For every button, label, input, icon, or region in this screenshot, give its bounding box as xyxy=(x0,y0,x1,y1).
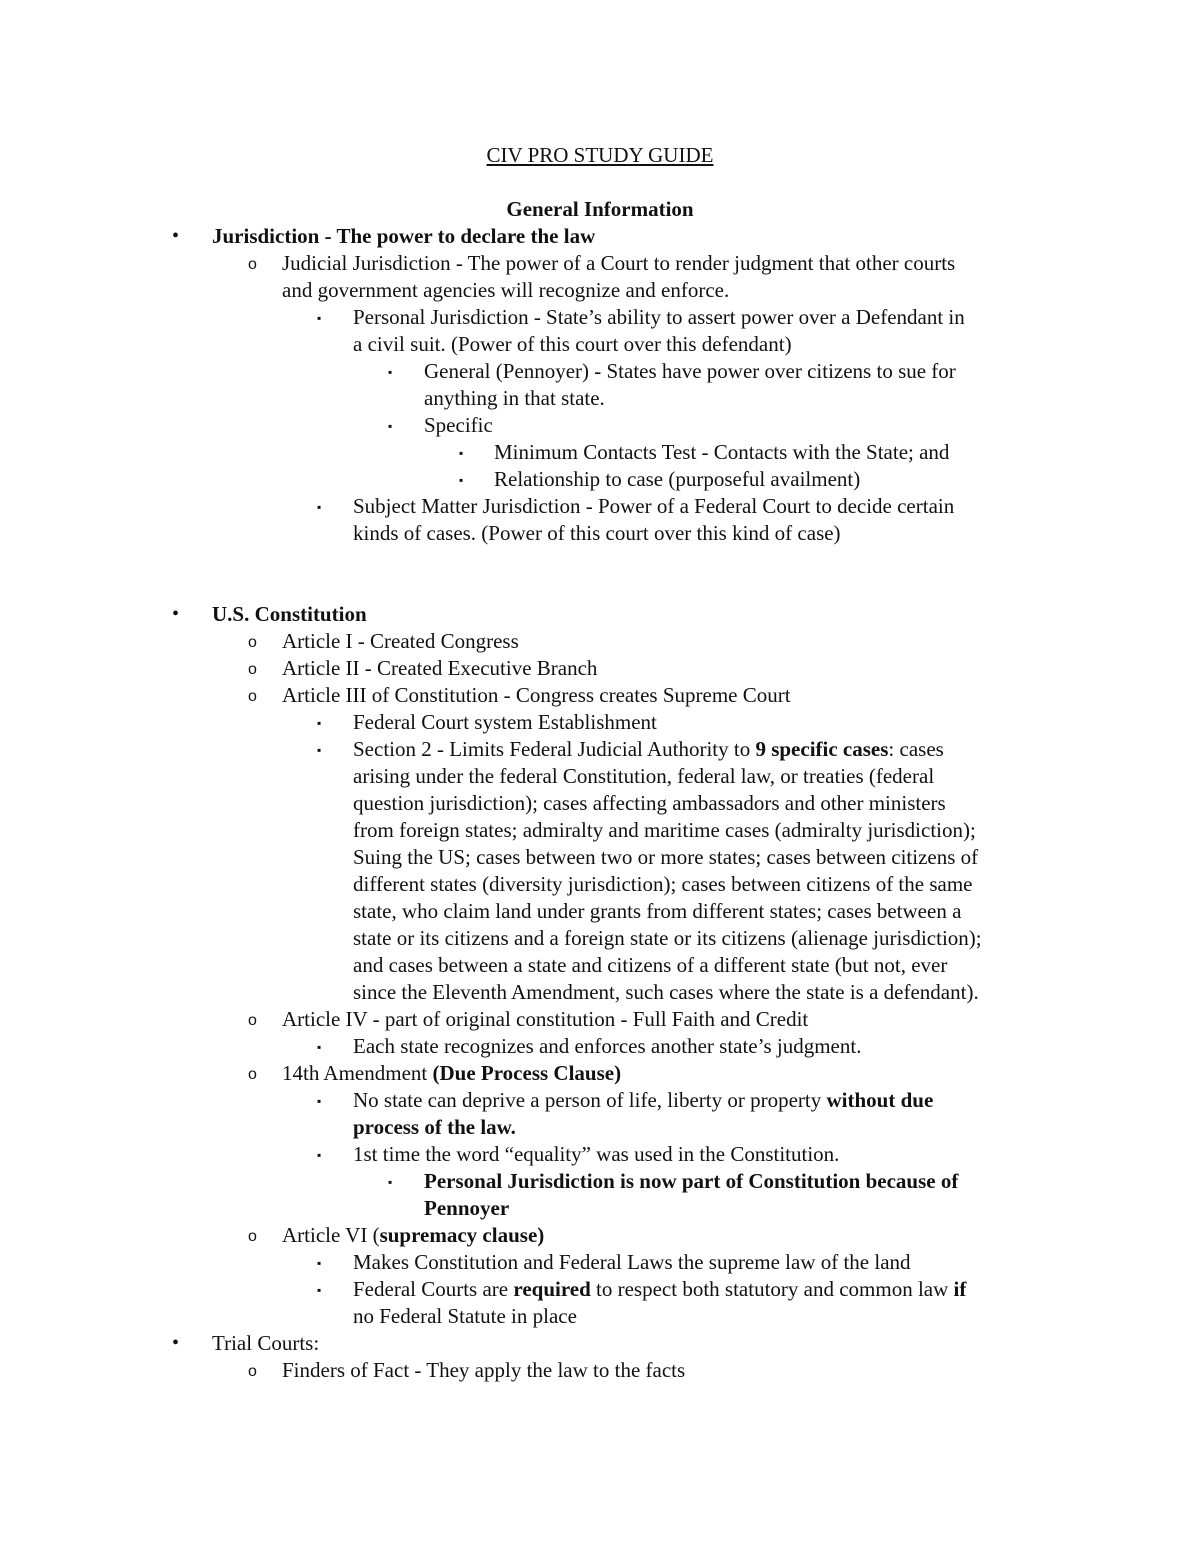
line-text: Federal Court system Establishment xyxy=(353,710,657,734)
bullet-marker: o xyxy=(248,688,257,705)
line-text: Article IV - part of original constitution - Full Faith and Credit xyxy=(282,1007,809,1031)
line-text: : cases xyxy=(888,737,944,761)
line-text: Personal Jurisdiction - State’s ability to assert power over a Defendant in xyxy=(353,305,965,329)
outline-line xyxy=(0,466,1200,493)
line-text: to respect both statutory and common law xyxy=(590,1277,954,1301)
bullet-marker: o xyxy=(248,634,257,651)
line-text: from foreign states; admiralty and maritime cases (admiralty jurisdiction); xyxy=(353,818,976,842)
outline-line xyxy=(0,844,1200,871)
bullet-marker: o xyxy=(248,1066,257,1083)
line-text: arising under the federal Constitution, federal law, or treaties (federal xyxy=(353,764,935,788)
outline-line xyxy=(0,925,1200,952)
line-text: if xyxy=(953,1277,967,1301)
bullet-marker: • xyxy=(172,225,180,247)
outline-line xyxy=(0,952,1200,979)
bullet-marker: o xyxy=(248,256,257,273)
line-text: Personal Jurisdiction is now part of Constitution because of xyxy=(424,1169,959,1193)
outline-line xyxy=(0,250,1200,277)
bullet-marker: ▪ xyxy=(317,311,322,325)
outline-line xyxy=(0,682,1200,709)
line-text: and government agencies will recognize and enforce. xyxy=(282,278,730,302)
bullet-marker: ▪ xyxy=(459,446,464,460)
line-text: question jurisdiction); cases affecting ambassadors and other ministers xyxy=(353,791,946,815)
outline-line xyxy=(0,520,1200,547)
outline-line xyxy=(0,1249,1200,1276)
outline-line xyxy=(0,655,1200,682)
outline-line xyxy=(0,1006,1200,1033)
outline-line xyxy=(0,412,1200,439)
bullet-marker: ▪ xyxy=(317,1040,322,1054)
line-text: No state can deprive a person of life, liberty or property xyxy=(353,1088,827,1112)
outline-line xyxy=(0,898,1200,925)
line-text: state or its citizens and a foreign state or its citizens (alienage jurisdiction); xyxy=(353,926,982,950)
outline-line xyxy=(0,385,1200,412)
outline-line xyxy=(0,1033,1200,1060)
line-text: Makes Constitution and Federal Laws the supreme law of the land xyxy=(353,1250,911,1274)
line-text: Article I - Created Congress xyxy=(282,629,519,653)
line-text: Federal Courts are xyxy=(353,1277,514,1301)
line-text: supremacy clause) xyxy=(379,1223,545,1247)
bullet-marker: ▪ xyxy=(317,716,322,730)
line-text: Subject Matter Jurisdiction - Power of a Federal Court to decide certain xyxy=(353,494,955,518)
line-text: Suing the US; cases between two or more states; cases between citizens of xyxy=(353,845,979,869)
outline-line xyxy=(0,1087,1200,1114)
bullet-marker: o xyxy=(248,1228,257,1245)
bullet-marker: ▪ xyxy=(388,1175,393,1189)
bullet-marker: ▪ xyxy=(388,365,393,379)
outline-line xyxy=(0,628,1200,655)
outline-line xyxy=(0,277,1200,304)
line-text: state, who claim land under grants from different states; cases between a xyxy=(353,899,962,923)
document-title: CIV PRO STUDY GUIDE xyxy=(486,143,714,167)
line-text: since the Eleventh Amendment, such cases where the state is a defendant). xyxy=(353,980,979,1004)
line-text: Specific xyxy=(424,413,493,437)
line-text: Pennoyer xyxy=(424,1196,510,1220)
bullet-marker: ▪ xyxy=(317,1283,322,1297)
bullet-marker: ▪ xyxy=(317,743,322,757)
outline-line xyxy=(0,1330,1200,1357)
outline-line xyxy=(0,1276,1200,1303)
outline-line xyxy=(0,763,1200,790)
outline-line xyxy=(0,736,1200,763)
bullet-marker: o xyxy=(248,661,257,678)
blank-gap xyxy=(0,547,1200,601)
line-text: Article III of Constitution - Congress creates Supreme Court xyxy=(282,683,791,707)
outline-line xyxy=(0,223,1200,250)
line-text: process of the law. xyxy=(353,1115,516,1139)
line-text: Each state recognizes and enforces another state’s judgment. xyxy=(353,1034,862,1058)
outline-line xyxy=(0,1357,1200,1384)
line-text: U.S. Constitution xyxy=(212,602,367,626)
outline-line xyxy=(0,1222,1200,1249)
outline-line xyxy=(0,439,1200,466)
line-text: Finders of Fact - They apply the law to the facts xyxy=(282,1358,686,1382)
line-text: required xyxy=(513,1277,591,1301)
line-text: Section 2 - Limits Federal Judicial Authority to xyxy=(353,737,756,761)
line-text: Article VI ( xyxy=(282,1223,380,1247)
bullet-marker: ▪ xyxy=(317,1256,322,1270)
outline-line xyxy=(0,1060,1200,1087)
line-text: no Federal Statute in place xyxy=(353,1304,577,1328)
line-text: kinds of cases. (Power of this court over this kind of case) xyxy=(353,521,841,545)
outline-list xyxy=(0,223,1200,1384)
line-text: anything in that state. xyxy=(424,386,605,410)
bullet-marker: o xyxy=(248,1363,257,1380)
bullet-marker: • xyxy=(172,1332,180,1354)
line-text: Minimum Contacts Test - Contacts with the State; and xyxy=(494,440,950,464)
outline-line xyxy=(0,1195,1200,1222)
outline-line xyxy=(0,871,1200,898)
line-text: a civil suit. (Power of this court over this defendant) xyxy=(353,332,792,356)
bullet-marker: o xyxy=(248,1012,257,1029)
line-text: different states (diversity jurisdiction); cases between citizens of the same xyxy=(353,872,973,896)
line-text: Jurisdiction - The power to declare the law xyxy=(212,224,596,248)
line-text: without due xyxy=(826,1088,934,1112)
outline-line xyxy=(0,601,1200,628)
outline-line xyxy=(0,358,1200,385)
line-text: and cases between a state and citizens of a different state (but not, ever xyxy=(353,953,948,977)
line-text: 14th Amendment xyxy=(282,1061,433,1085)
line-text: Article II - Created Executive Branch xyxy=(282,656,598,680)
outline-line xyxy=(0,493,1200,520)
outline-line xyxy=(0,790,1200,817)
outline-line xyxy=(0,331,1200,358)
outline-line xyxy=(0,1114,1200,1141)
outline-line xyxy=(0,817,1200,844)
outline-line xyxy=(0,979,1200,1006)
line-text: 9 specific cases xyxy=(755,737,889,761)
line-text: Trial Courts: xyxy=(212,1331,320,1355)
bullet-marker: ▪ xyxy=(459,473,464,487)
outline-line xyxy=(0,1303,1200,1330)
outline-line xyxy=(0,1168,1200,1195)
bullet-marker: • xyxy=(172,603,180,625)
line-text: Relationship to case (purposeful availment) xyxy=(494,467,861,491)
outline-line xyxy=(0,304,1200,331)
outline-line xyxy=(0,1141,1200,1168)
section-heading: General Information xyxy=(506,197,694,221)
bullet-marker: ▪ xyxy=(317,1148,322,1162)
line-text: General (Pennoyer) - States have power over citizens to sue for xyxy=(424,359,956,383)
bullet-marker: ▪ xyxy=(317,1094,322,1108)
bullet-marker: ▪ xyxy=(317,500,322,514)
bullet-marker: ▪ xyxy=(388,419,393,433)
line-text: 1st time the word “equality” was used in the Constitution. xyxy=(353,1142,840,1166)
line-text: (Due Process Clause) xyxy=(432,1061,622,1085)
outline-line xyxy=(0,709,1200,736)
line-text: Judicial Jurisdiction - The power of a Court to render judgment that other courts xyxy=(282,251,956,275)
